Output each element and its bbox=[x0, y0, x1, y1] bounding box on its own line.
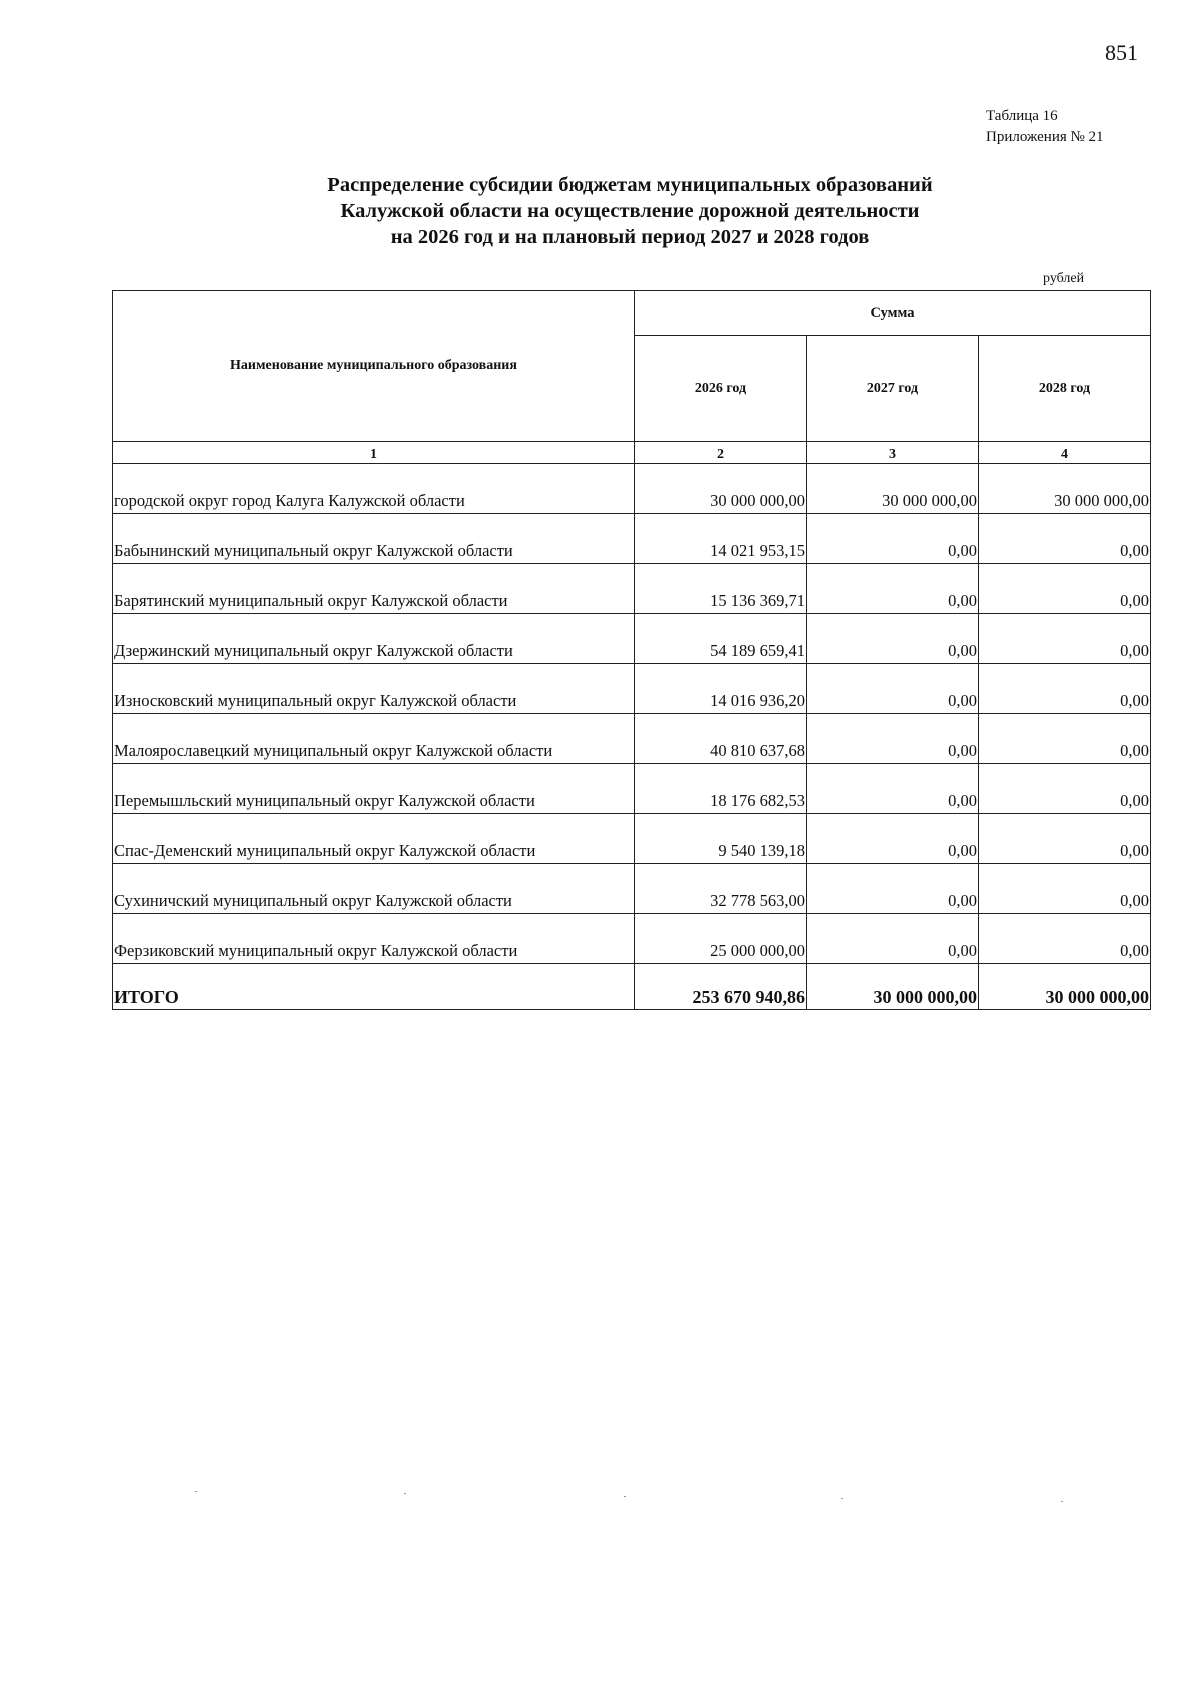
amount-2026: 14 016 936,20 bbox=[635, 664, 807, 714]
table-row bbox=[113, 864, 1151, 914]
municipality-name: Барятинский муниципальный округ Калужской области bbox=[113, 564, 635, 614]
table-reference-line-2: Приложения № 21 bbox=[986, 129, 1104, 145]
scan-speck bbox=[1061, 1501, 1063, 1502]
table-reference bbox=[986, 106, 1104, 148]
column-number: 1 bbox=[113, 442, 635, 464]
amount-2028: 0,00 bbox=[979, 864, 1151, 914]
amount-2026: 18 176 682,53 bbox=[635, 764, 807, 814]
column-number: 2 bbox=[635, 442, 807, 464]
table-row bbox=[113, 914, 1151, 964]
amount-2027: 0,00 bbox=[807, 914, 979, 964]
total-label: ИТОГО bbox=[113, 964, 635, 1010]
amount-2028: 0,00 bbox=[979, 814, 1151, 864]
year-header-2027: 2027 год bbox=[807, 336, 979, 442]
municipality-name: Спас-Деменский муниципальный округ Калужской области bbox=[113, 814, 635, 864]
page-number: 851 bbox=[1105, 40, 1138, 65]
total-amount-2028: 30 000 000,00 bbox=[979, 964, 1151, 1010]
amount-2028: 0,00 bbox=[979, 564, 1151, 614]
amount-2027: 0,00 bbox=[807, 614, 979, 664]
municipality-name: Малоярославецкий муниципальный округ Калужской области bbox=[113, 714, 635, 764]
amount-2028: 0,00 bbox=[979, 714, 1151, 764]
amount-2026: 14 021 953,15 bbox=[635, 514, 807, 564]
municipality-name: городской округ город Калуга Калужской области bbox=[113, 464, 635, 514]
amount-2028: 0,00 bbox=[979, 764, 1151, 814]
scan-speck bbox=[624, 1496, 626, 1497]
total-amount-2027: 30 000 000,00 bbox=[807, 964, 979, 1010]
amount-2027: 0,00 bbox=[807, 714, 979, 764]
total-row bbox=[113, 964, 1151, 1010]
amount-2027: 0,00 bbox=[807, 864, 979, 914]
amount-2026: 54 189 659,41 bbox=[635, 614, 807, 664]
amount-2026: 30 000 000,00 bbox=[635, 464, 807, 514]
column-number: 4 bbox=[979, 442, 1151, 464]
amount-2026: 32 778 563,00 bbox=[635, 864, 807, 914]
amount-2028: 0,00 bbox=[979, 614, 1151, 664]
table-row bbox=[113, 714, 1151, 764]
table-row bbox=[113, 814, 1151, 864]
scan-speck bbox=[841, 1498, 843, 1499]
table-row bbox=[113, 614, 1151, 664]
document-title bbox=[140, 172, 1120, 250]
scan-speck bbox=[195, 1491, 197, 1492]
year-header-2028: 2028 год bbox=[979, 336, 1151, 442]
table-body bbox=[113, 464, 1151, 1010]
amount-2027: 0,00 bbox=[807, 514, 979, 564]
subsidy-table bbox=[112, 290, 1151, 1010]
amount-2026: 15 136 369,71 bbox=[635, 564, 807, 614]
amount-2027: 30 000 000,00 bbox=[807, 464, 979, 514]
amount-2028: 0,00 bbox=[979, 664, 1151, 714]
title-line-3: на 2026 год и на плановый период 2027 и 2028 годов bbox=[390, 226, 870, 248]
municipality-name: Перемышльский муниципальный округ Калужской области bbox=[113, 764, 635, 814]
table-header bbox=[113, 291, 1151, 464]
amount-2026: 25 000 000,00 bbox=[635, 914, 807, 964]
scan-speck bbox=[404, 1493, 406, 1494]
amount-2026: 9 540 139,18 bbox=[635, 814, 807, 864]
municipality-name-header: Наименование муниципального образования bbox=[113, 291, 635, 442]
table-row bbox=[113, 564, 1151, 614]
year-header-2026: 2026 год bbox=[635, 336, 807, 442]
column-number: 3 bbox=[807, 442, 979, 464]
municipality-name: Дзержинский муниципальный округ Калужской области bbox=[113, 614, 635, 664]
title-line-2: Калужской области на осуществление дорожной деятельности bbox=[340, 200, 920, 222]
amount-2027: 0,00 bbox=[807, 814, 979, 864]
total-amount-2026: 253 670 940,86 bbox=[635, 964, 807, 1010]
table-row bbox=[113, 764, 1151, 814]
column-number-row bbox=[113, 442, 1151, 464]
table-row bbox=[113, 464, 1151, 514]
amount-2027: 0,00 bbox=[807, 664, 979, 714]
municipality-name: Сухиничский муниципальный округ Калужской области bbox=[113, 864, 635, 914]
amount-2027: 0,00 bbox=[807, 764, 979, 814]
units-label: рублей bbox=[1043, 271, 1085, 286]
amount-2026: 40 810 637,68 bbox=[635, 714, 807, 764]
municipality-name: Бабынинский муниципальный округ Калужской области bbox=[113, 514, 635, 564]
sum-header: Сумма bbox=[635, 291, 1151, 336]
table-reference-line-1: Таблица 16 bbox=[986, 108, 1058, 124]
amount-2028: 0,00 bbox=[979, 514, 1151, 564]
table-row bbox=[113, 664, 1151, 714]
header-row-1 bbox=[113, 291, 1151, 336]
amount-2028: 30 000 000,00 bbox=[979, 464, 1151, 514]
title-line-1: Распределение субсидии бюджетам муниципальных образований bbox=[327, 174, 933, 196]
municipality-name: Ферзиковский муниципальный округ Калужской области bbox=[113, 914, 635, 964]
municipality-name: Износковский муниципальный округ Калужской области bbox=[113, 664, 635, 714]
amount-2027: 0,00 bbox=[807, 564, 979, 614]
amount-2028: 0,00 bbox=[979, 914, 1151, 964]
table-row bbox=[113, 514, 1151, 564]
